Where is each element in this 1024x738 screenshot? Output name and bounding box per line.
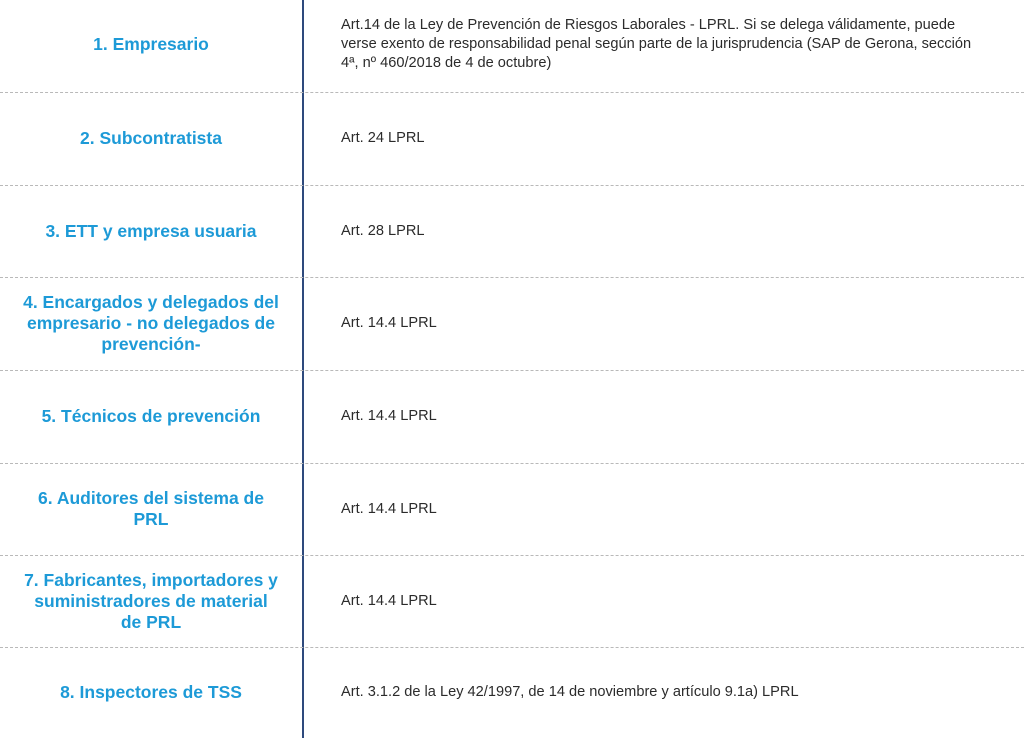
table-row: [0, 463, 1024, 555]
reference-cell: Art. 14.4 LPRL: [341, 592, 437, 609]
table-row: [0, 555, 1024, 647]
reference-cell: Art. 24 LPRL: [341, 130, 425, 146]
table-row: [0, 647, 1024, 738]
reference-cell: Art. 14.4 LPRL: [341, 500, 437, 517]
table-row: [0, 0, 1024, 92]
subject-cell: 6. Auditores del sistema de PRL: [38, 488, 264, 529]
subject-cell: 3. ETT y empresa usuaria: [45, 220, 257, 241]
subject-cell: 4. Encargados y delegados del empresario - no delegados de prevención-: [23, 292, 279, 354]
subject-cell: 8. Inspectores de TSS: [60, 682, 242, 702]
reference-cell: Art.14 de la Ley de Prevención de Riesgos Laborales - LPRL. Si se delega válidamente, puede verse exento de responsabilidad penal según parte de la jurisprudencia (SAP de Gerona, sección 4ª, nº 460/2018 de 4 de octubre): [341, 17, 972, 71]
reference-cell: Art. 3.1.2 de la Ley 42/1997, de 14 de noviembre y artículo 9.1a) LPRL: [341, 684, 799, 700]
table-row: [0, 185, 1024, 277]
subject-cell: 1. Empresario: [93, 34, 209, 54]
subject-cell: 5. Técnicos de prevención: [41, 406, 261, 426]
reference-cell: Art. 14.4 LPRL: [341, 315, 437, 331]
reference-cell: Art. 28 LPRL: [341, 222, 425, 239]
table-row: [0, 370, 1024, 463]
table-row: [0, 277, 1024, 370]
table-row: [0, 92, 1024, 185]
subject-cell: 2. Subcontratista: [80, 128, 222, 148]
subject-cell: 7. Fabricantes, importadores y suministradores de material de PRL: [24, 569, 278, 632]
reference-cell: Art. 14.4 LPRL: [341, 408, 437, 424]
